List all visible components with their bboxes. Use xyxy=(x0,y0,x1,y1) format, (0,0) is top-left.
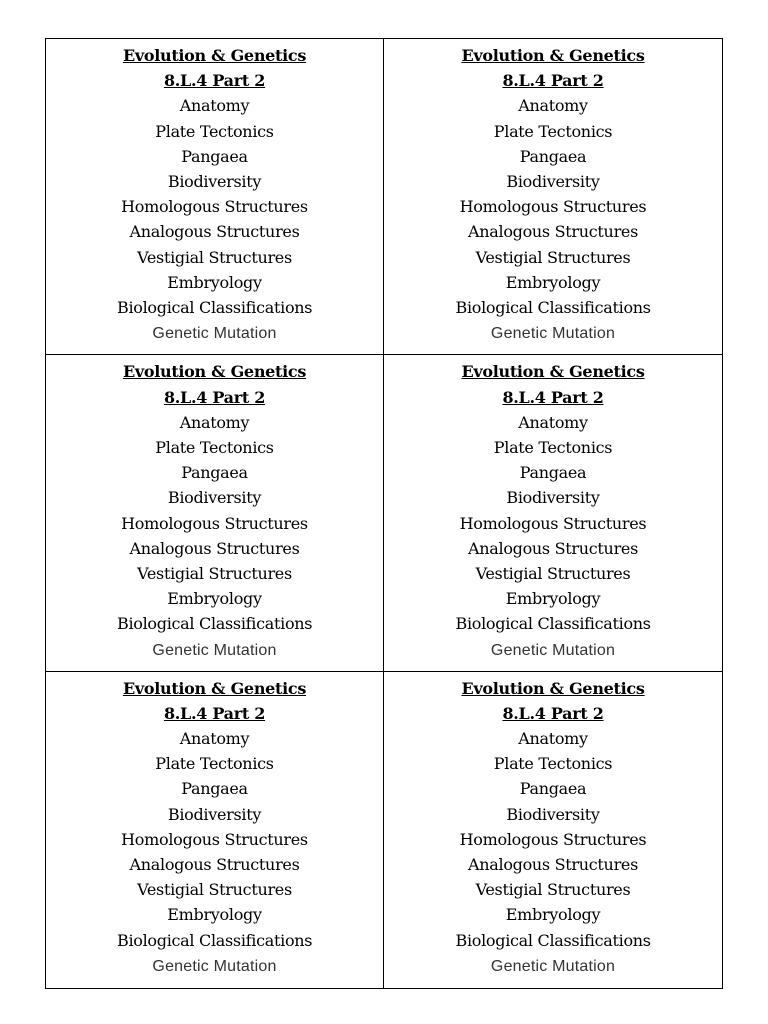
card-subtitle: 8.L.4 Part 2 xyxy=(163,387,266,407)
classification-main: Biological Classification xyxy=(455,930,643,950)
term-plate-tectonics: Plate Tectonics xyxy=(493,121,613,141)
term-analogous-structures: Analogous Structures xyxy=(129,855,300,875)
vocab-card xyxy=(384,672,722,988)
term-genetic-mutation: Genetic Mutation xyxy=(152,957,277,975)
classification-suffix: s xyxy=(304,932,312,950)
term-vestigial-structures: Vestigial Structures xyxy=(137,880,292,900)
classification-suffix: s xyxy=(642,932,651,950)
card-grid xyxy=(45,38,723,989)
term-vestigial-structures: Vestigial Structures xyxy=(475,563,631,583)
term-embryology: Embryology xyxy=(505,589,601,609)
term-biological-classifications xyxy=(46,295,383,321)
term-vestigial-structures: Vestigial Structures xyxy=(475,880,631,900)
card-title: Evolution & Genetics xyxy=(122,46,307,65)
classification-suffix: s xyxy=(642,300,651,318)
term-genetic-mutation: Genetic Mutation xyxy=(152,325,277,343)
term-plate-tectonics: Plate Tectonics xyxy=(155,754,274,774)
term-biological-classifications xyxy=(384,295,722,321)
vocab-card xyxy=(46,355,384,671)
term-vestigial-structures: Vestigial Structures xyxy=(137,247,292,267)
classification-main: Biological Classification xyxy=(455,614,643,634)
term-embryology: Embryology xyxy=(167,272,262,292)
term-pangaea: Pangaea xyxy=(519,463,587,483)
card-title: Evolution & Genetics xyxy=(461,362,645,382)
card-subtitle: 8.L.4 Part 2 xyxy=(502,71,604,91)
vocab-card xyxy=(384,39,722,355)
term-pangaea: Pangaea xyxy=(519,146,587,166)
card-title: Evolution & Genetics xyxy=(122,362,307,382)
classification-main: Biological Classification xyxy=(117,930,305,950)
term-vestigial-structures: Vestigial Structures xyxy=(475,247,631,267)
term-analogous-structures: Analogous Structures xyxy=(468,222,638,242)
term-pangaea: Pangaea xyxy=(181,463,248,483)
term-anatomy: Anatomy xyxy=(179,96,250,116)
vocab-card xyxy=(46,39,384,355)
term-biological-classifications xyxy=(46,611,383,637)
card-subtitle: 8.L.4 Part 2 xyxy=(163,71,266,91)
term-homologous-structures: Homologous Structures xyxy=(459,513,647,533)
term-embryology: Embryology xyxy=(167,905,262,925)
term-homologous-structures: Homologous Structures xyxy=(459,197,647,217)
term-pangaea: Pangaea xyxy=(519,779,587,799)
classification-main: Biological Classification xyxy=(117,298,305,318)
card-title: Evolution & Genetics xyxy=(461,678,645,698)
term-plate-tectonics: Plate Tectonics xyxy=(493,437,613,457)
card-title: Evolution & Genetics xyxy=(461,46,645,65)
term-analogous-structures: Analogous Structures xyxy=(129,222,300,242)
term-homologous-structures: Homologous Structures xyxy=(121,829,308,849)
term-biodiversity: Biodiversity xyxy=(506,172,600,192)
card-subtitle: 8.L.4 Part 2 xyxy=(502,703,604,723)
term-biological-classifications xyxy=(384,928,722,954)
term-genetic-mutation: Genetic Mutation xyxy=(490,641,616,659)
term-biodiversity: Biodiversity xyxy=(506,804,600,824)
term-embryology: Embryology xyxy=(167,589,262,609)
term-genetic-mutation: Genetic Mutation xyxy=(490,325,616,343)
term-homologous-structures: Homologous Structures xyxy=(121,513,308,533)
card-subtitle: 8.L.4 Part 2 xyxy=(502,387,604,407)
term-homologous-structures: Homologous Structures xyxy=(459,829,647,849)
vocab-card xyxy=(384,355,722,671)
term-genetic-mutation: Genetic Mutation xyxy=(490,957,616,975)
term-plate-tectonics: Plate Tectonics xyxy=(155,121,274,141)
term-anatomy: Anatomy xyxy=(518,412,588,432)
term-biodiversity: Biodiversity xyxy=(167,804,262,824)
term-pangaea: Pangaea xyxy=(181,779,248,799)
card-title: Evolution & Genetics xyxy=(122,678,307,698)
term-anatomy: Anatomy xyxy=(518,729,588,749)
term-embryology: Embryology xyxy=(505,905,601,925)
term-pangaea: Pangaea xyxy=(181,146,248,166)
classification-main: Biological Classification xyxy=(455,298,643,318)
term-homologous-structures: Homologous Structures xyxy=(121,197,308,217)
term-biodiversity: Biodiversity xyxy=(167,488,262,508)
term-biodiversity: Biodiversity xyxy=(506,488,600,508)
term-genetic-mutation: Genetic Mutation xyxy=(152,641,277,659)
classification-suffix: s xyxy=(642,616,651,634)
card-subtitle: 8.L.4 Part 2 xyxy=(163,703,266,723)
term-analogous-structures: Analogous Structures xyxy=(468,855,638,875)
term-analogous-structures: Analogous Structures xyxy=(468,538,638,558)
term-vestigial-structures: Vestigial Structures xyxy=(137,563,292,583)
term-analogous-structures: Analogous Structures xyxy=(129,538,300,558)
classification-suffix: s xyxy=(304,300,312,318)
term-anatomy: Anatomy xyxy=(179,729,250,749)
term-plate-tectonics: Plate Tectonics xyxy=(493,754,613,774)
term-anatomy: Anatomy xyxy=(518,96,588,116)
classification-suffix: s xyxy=(304,616,312,634)
term-plate-tectonics: Plate Tectonics xyxy=(155,437,274,457)
term-embryology: Embryology xyxy=(505,272,601,292)
classification-main: Biological Classification xyxy=(117,614,305,634)
term-biological-classifications xyxy=(46,928,383,954)
term-biodiversity: Biodiversity xyxy=(167,172,262,192)
vocab-card xyxy=(46,672,384,988)
term-biological-classifications xyxy=(384,611,722,637)
term-anatomy: Anatomy xyxy=(179,412,250,432)
